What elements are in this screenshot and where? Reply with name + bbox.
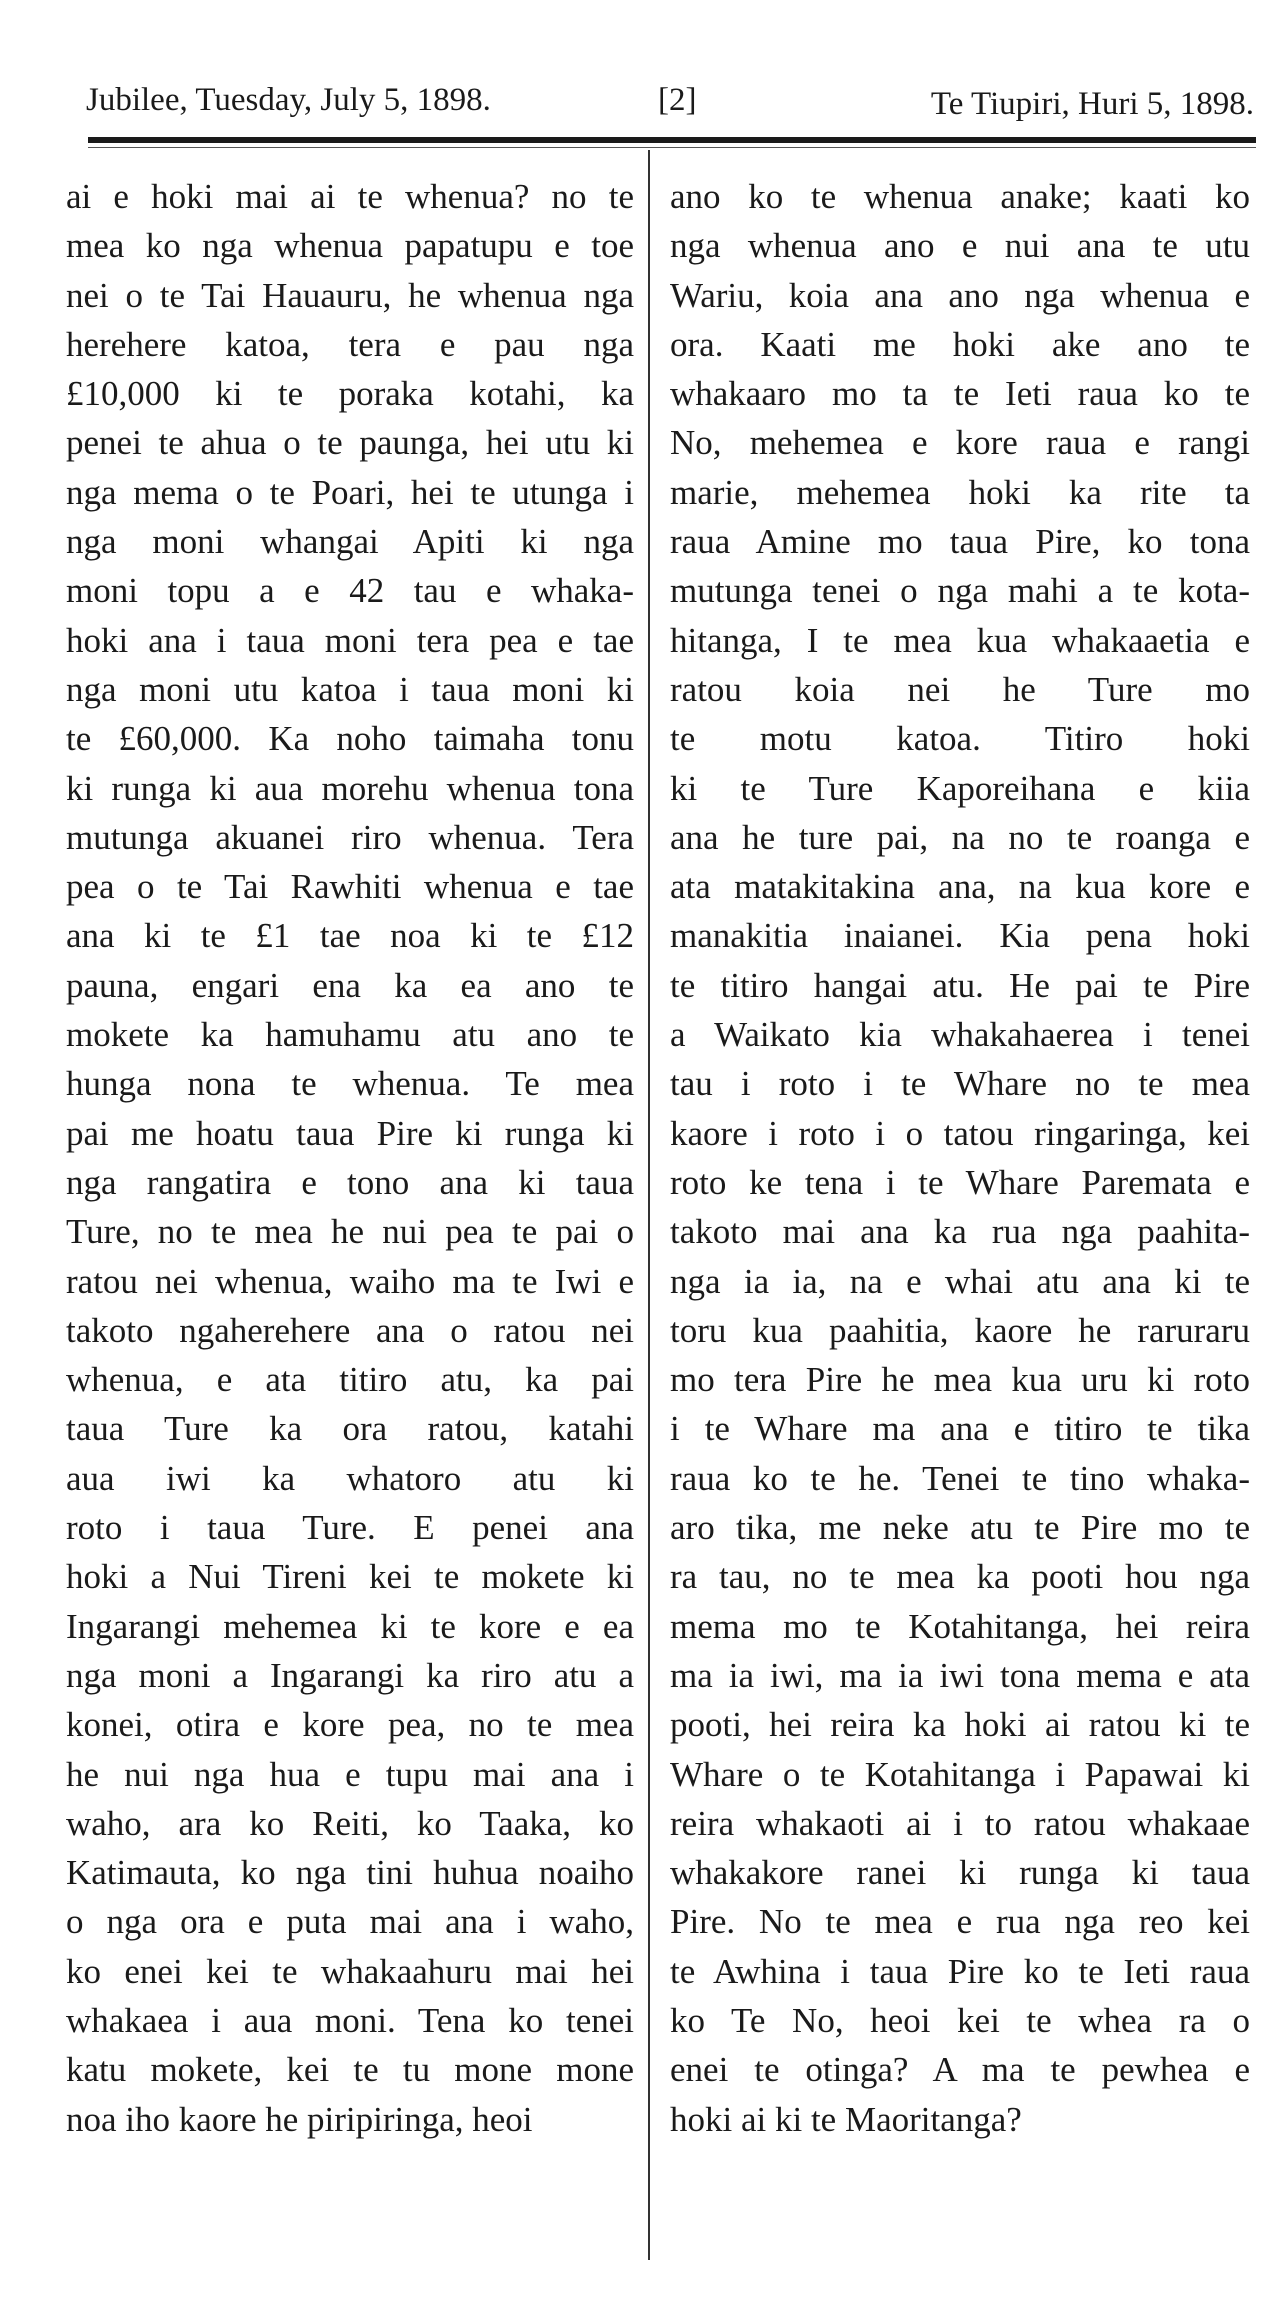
header-rule-thick [88, 137, 1256, 143]
text-line: nga mema o te Poari, hei te utunga i [66, 472, 634, 512]
text-line: ko Te No, heoi kei te whea ra o [670, 2000, 1250, 2040]
text-line: mutunga akuanei riro whenua. Tera [66, 817, 634, 857]
text-line: ratou koia nei he Ture mo [670, 669, 1250, 709]
text-line: Pire. No te mea e rua nga reo kei [670, 1902, 1250, 1942]
text-line: ano ko te whenua anake; kaati ko [670, 177, 1250, 216]
text-line: £10,000 ki te poraka kotahi, ka [66, 374, 634, 414]
text-line: ata matakitakina ana, na kua kore e [670, 867, 1250, 907]
text-line: pea o te Tai Rawhiti whenua e tae [66, 867, 634, 907]
text-line: ki te Ture Kaporeihana e kiia [670, 768, 1250, 808]
text-line: ora. Kaati me hoki ake ano te [670, 324, 1250, 364]
text-line: o nga ora e puta mai ana i waho, [66, 1902, 634, 1942]
header-rule-thin [88, 147, 1256, 148]
text-line: ra tau, no te mea ka pooti hou nga [670, 1557, 1250, 1597]
text-line: nga moni a Ingarangi ka riro atu a [66, 1655, 634, 1695]
text-line: katu mokete, kei te tu mone mone [66, 2050, 634, 2090]
text-line: marie, mehemea hoki ka rite ta [670, 472, 1250, 512]
text-line: ki runga ki aua morehu whenua tona [66, 768, 634, 808]
text-line: takoto mai ana ka rua nga paahita- [670, 1212, 1250, 1252]
text-line: nga moni utu katoa i taua moni ki [66, 669, 634, 709]
page-number: [2] [658, 82, 697, 118]
text-line: hitanga, I te mea kua whakaaetia e [670, 620, 1250, 660]
text-line: whakaaro mo ta te Ieti raua ko te [670, 374, 1250, 414]
text-line: raua ko te he. Tenei te tino whaka- [670, 1458, 1250, 1498]
text-line: whakakore ranei ki runga ki taua [670, 1853, 1250, 1893]
text-line: takoto ngaherehere ana o ratou nei [66, 1310, 634, 1350]
text-line: a Waikato kia whakahaerea i tenei [670, 1015, 1250, 1055]
header-date-maori: Te Tiupiri, Huri 5, 1898. [930, 86, 1254, 122]
text-line: Wariu, koia ana ano nga whenua e [670, 275, 1250, 315]
text-line: te titiro hangai atu. He pai te Pire [670, 965, 1250, 1005]
text-line: te £60,000. Ka noho taimaha tonu [66, 719, 634, 759]
text-line: hoki a Nui Tireni kei te mokete ki [66, 1557, 634, 1597]
text-line: hoki ana i taua moni tera pea e tae [66, 620, 634, 660]
text-line: i te Whare ma ana e titiro te tika [670, 1409, 1250, 1449]
text-line: roto i taua Ture. E penei ana [66, 1508, 634, 1548]
text-line: roto ke tena i te Whare Paremata e [670, 1162, 1250, 1202]
text-line: kaore i roto i o tatou ringaringa, kei [670, 1113, 1250, 1153]
text-line: nei o te Tai Hauauru, he whenua nga [66, 275, 634, 315]
text-line: moni topu a e 42 tau e whaka- [66, 571, 634, 611]
text-line: mea ko nga whenua papatupu e toe [66, 226, 634, 266]
text-line: te Awhina i taua Pire ko te Ieti raua [670, 1951, 1250, 1991]
text-line: konei, otira e kore pea, no te mea [66, 1705, 634, 1745]
text-line: Ingarangi mehemea ki te kore e ea [66, 1606, 634, 1646]
text-line: he nui nga hua e tupu mai ana i [66, 1754, 634, 1794]
text-line: tau i roto i te Whare no te mea [670, 1064, 1250, 1104]
text-line: ratou nei whenua, waiho ma te Iwi e [66, 1261, 634, 1301]
text-line: enei te otinga? A ma te pewhea e [670, 2050, 1250, 2090]
text-line: reira whakaoti ai i to ratou whakaae [670, 1803, 1250, 1843]
text-line: No, mehemea e kore raua e rangi [670, 423, 1250, 463]
right-column [670, 172, 1250, 2144]
text-line: whenua, e ata titiro atu, ka pai [66, 1360, 634, 1400]
text-line: raua Amine mo taua Pire, ko tona [670, 522, 1250, 562]
text-line: manakitia inaianei. Kia pena hoki [670, 916, 1250, 956]
column-divider [648, 150, 650, 2260]
text-line: pai me hoatu taua Pire ki runga ki [66, 1113, 634, 1153]
text-line: toru kua paahitia, kaore he raruraru [670, 1310, 1250, 1350]
text-line: Ture, no te mea he nui pea te pai o [66, 1212, 634, 1252]
text-line: ai e hoki mai ai te whenua? no te [66, 177, 634, 216]
text-line: nga whenua ano e nui ana te utu [670, 226, 1250, 266]
text-line: mokete ka hamuhamu atu ano te [66, 1015, 634, 1055]
text-line: nga rangatira e tono ana ki taua [66, 1162, 634, 1202]
text-line: nga moni whangai Apiti ki nga [66, 522, 634, 562]
text-line: aro tika, me neke atu te Pire mo te [670, 1508, 1250, 1548]
text-line: penei te ahua o te paunga, hei utu ki [66, 423, 634, 463]
left-column [66, 172, 634, 2144]
header-date-english: Jubilee, Tuesday, July 5, 1898. [86, 82, 491, 118]
text-line: aua iwi ka whatoro atu ki [66, 1458, 634, 1498]
text-line: ma ia iwi, ma ia iwi tona mema e ata [670, 1655, 1250, 1695]
page-header [86, 82, 1262, 132]
text-line: hoki ai ki te Maoritanga? [670, 2099, 1022, 2139]
text-line: ana ki te £1 tae noa ki te £12 [66, 916, 634, 956]
text-line: mo tera Pire he mea kua uru ki roto [670, 1360, 1250, 1400]
text-line: herehere katoa, tera e pau nga [66, 324, 634, 364]
text-line: pooti, hei reira ka hoki ai ratou ki te [670, 1705, 1250, 1745]
text-line: taua Ture ka ora ratou, katahi [66, 1409, 634, 1449]
text-line: pauna, engari ena ka ea ano te [66, 965, 634, 1005]
text-line: hunga nona te whenua. Te mea [66, 1064, 634, 1104]
text-line: ana he ture pai, na no te roanga e [670, 817, 1250, 857]
text-line: Katimauta, ko nga tini huhua noaiho [66, 1853, 634, 1893]
text-line: te motu katoa. Titiro hoki [670, 719, 1250, 759]
text-line: ko enei kei te whakaahuru mai hei [66, 1951, 634, 1991]
text-line: waho, ara ko Reiti, ko Taaka, ko [66, 1803, 634, 1843]
text-line: mutunga tenei o nga mahi a te kota- [670, 571, 1250, 611]
text-line: Whare o te Kotahitanga i Papawai ki [670, 1754, 1250, 1794]
text-line: whakaea i aua moni. Tena ko tenei [66, 2000, 634, 2040]
text-line: nga ia ia, na e whai atu ana ki te [670, 1261, 1250, 1301]
text-line: mema mo te Kotahitanga, hei reira [670, 1606, 1250, 1646]
text-line: noa iho kaore he piripiringa, heoi [66, 2099, 533, 2139]
